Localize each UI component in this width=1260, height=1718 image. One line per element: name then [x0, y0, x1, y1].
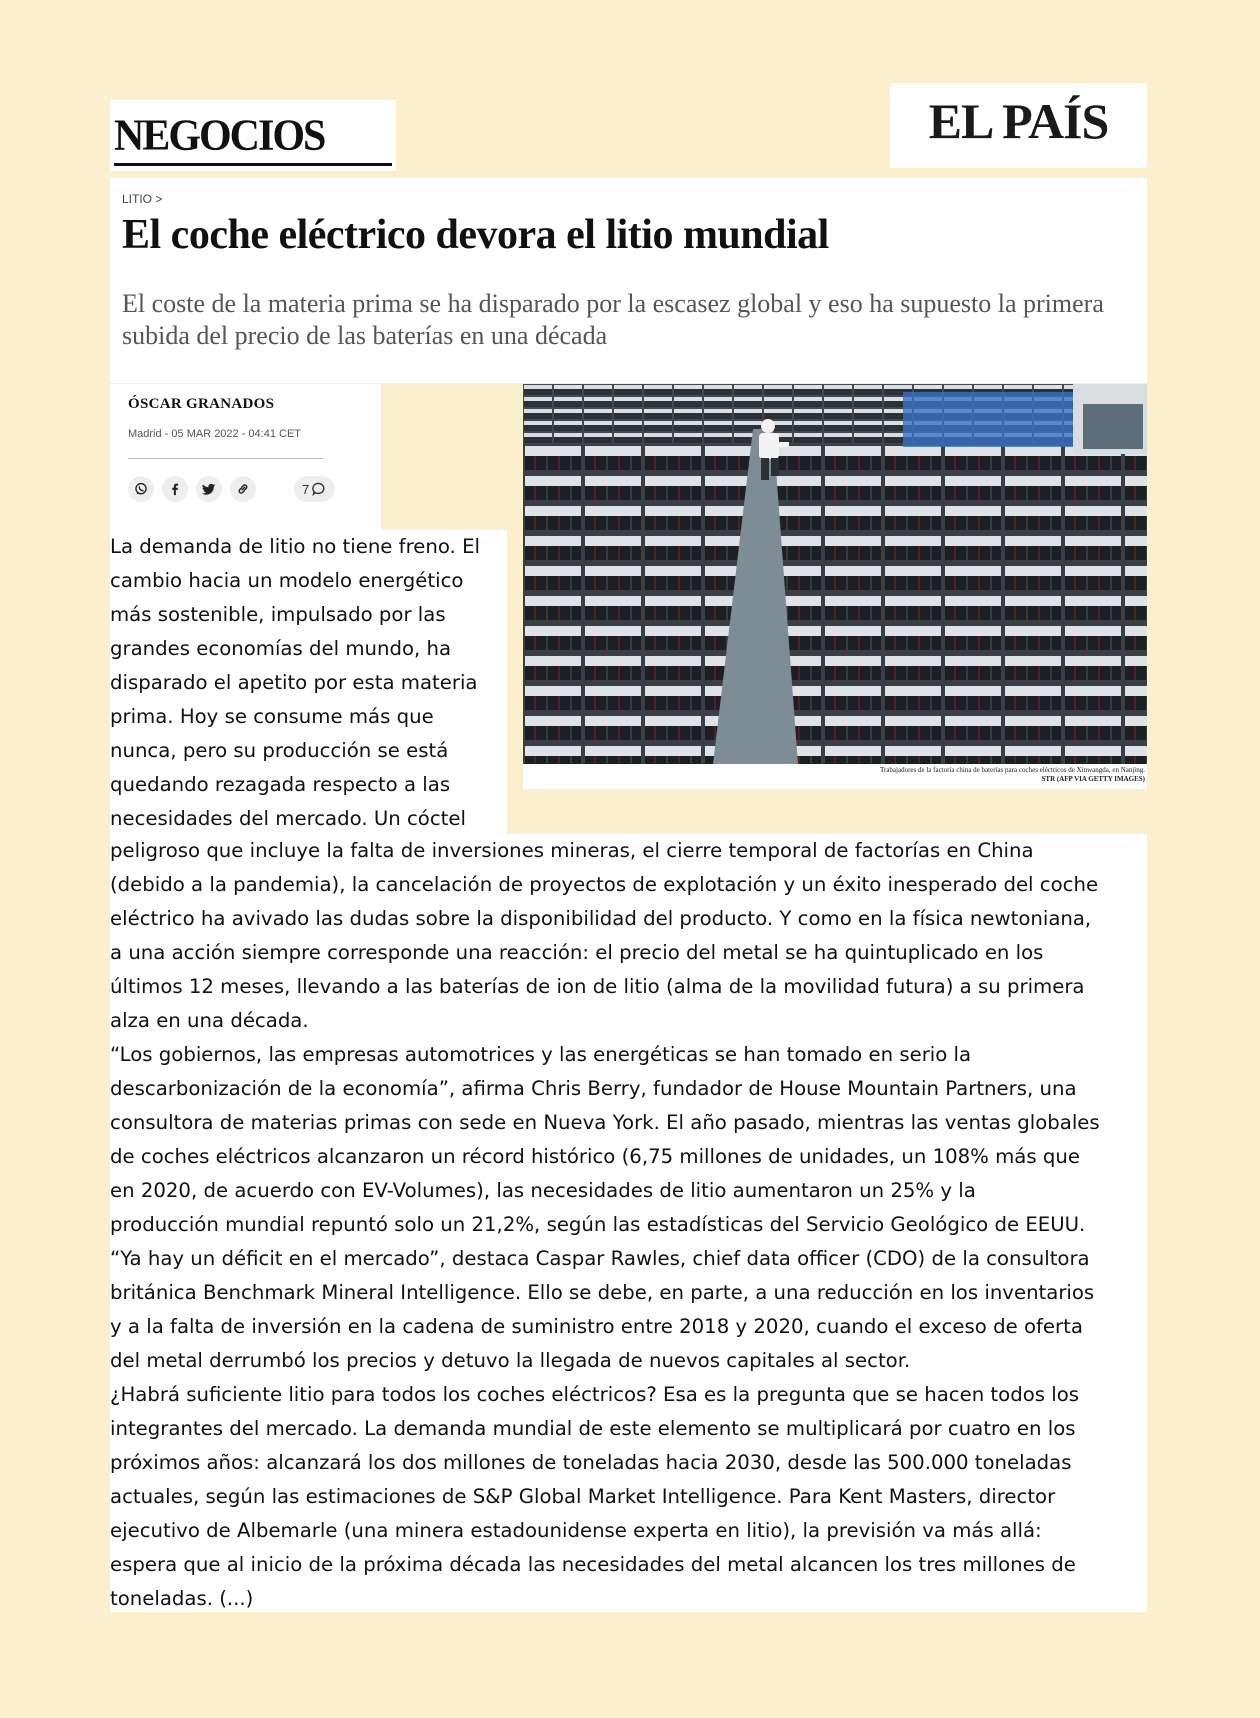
comments-button[interactable] [294, 476, 335, 502]
section-title: NEGOCIOS [114, 111, 325, 161]
byline-divider [128, 458, 323, 459]
copy-link-button[interactable] [230, 476, 256, 502]
photo-caption-text: Trabajadores de la factoría china de baterías para coches eléctricos de Xinwangda, en Nanjing. [879, 766, 1145, 774]
article-photo-figure [523, 384, 1147, 789]
article-header [110, 178, 1147, 383]
article-subheadline: El coste de la materia prima se ha disparado por la escasez global y eso ha supuesto la primera subida del precio de las baterías en una década [122, 289, 1104, 350]
body-paragraphs: peligroso que incluye la falta de inversiones mineras, el cierre temporal de factorías en China (debido a la pandemia), la cancelación de proyectos de explotación y un éxito inesperado del coche eléctrico ha avivado las dudas sobre la disponibilidad del producto. Y como en la física newtoniana, a una acción siempre corresponde una reacción: el precio del metal se ha quintuplicado en los últimos 12 meses, llevando a las baterías de ion de litio (alma de la movilidad futura) a su primera alza en una década. “Los gobiernos, las empresas automotrices y las energéticas se han tomado en serio la descarbonización de la economía”, afirma Chris Berry, fundador de House Mountain Partners, una consultora de materias primas con sede en Nueva York. El año pasado, mientras las ventas globales de coches eléctricos alcanzaron un récord histórico (6,75 millones de unidades, un 108% más que en 2020, de acuerdo con EV-Volumes), las necesidades de litio aumentaron un 25% y la producción mundial repuntó solo un 21,2%, según las estadísticas del Servicio Geológico de EEUU. “Ya hay un déficit en el mercado”, destaca Caspar Rawles, chief data officer (CDO) de la consultora británica Benchmark Mineral Intelligence. Ello se debe, en parte, a una reducción en los inventarios y a la falta de inversión en la cadena de suministro entre 2018 y 2020, cuando el exceso de oferta del metal derrumbó los precios y detuvo la llegada de nuevos capitales al sector. ¿Habrá suficiente litio para todos los coches eléctricos? Esa es la pregunta que se hacen todos los integrantes del mercado. La demanda mundial de este elemento se multiplicará por cuatro en los próximos años: alcanzará los dos millones de toneladas hacia 2030, desde las 500.000 toneladas actuales, según las estimaciones de S&P Global Market Intelligence. Para Kent Masters, director ejecutivo de Albemarle (una minera estadounidense experta en litio), la previsión va más allá: espera que al inicio de la próxima década las necesidades del metal alcancen los tres millones de toneladas. (...) [110, 839, 1100, 1610]
masthead [890, 83, 1147, 168]
breadcrumb[interactable]: LITIO > [122, 192, 163, 206]
share-twitter-button[interactable] [196, 476, 222, 502]
comments-count: 7 [302, 481, 310, 497]
section-underline [114, 163, 392, 166]
article-headline: El coche eléctrico devora el litio mundial [122, 212, 829, 258]
body-paragraph-intro: La demanda de litio no tiene freno. El cambio hacia un modelo energético más sostenible, impulsado por las grandes economías del mundo, ha disparado el apetito por esta materia prima. Hoy se consume más que nunca, pero su producción se está quedando rezagada respecto a las necesidades del mercado. Un cóctel [110, 535, 480, 830]
el-pais-logo: EL PAÍS [928, 93, 1109, 149]
whatsapp-icon [134, 482, 148, 496]
link-icon [236, 482, 250, 496]
comment-bubble-icon [311, 481, 327, 497]
article-body-intro [110, 530, 507, 834]
author-name[interactable]: ÓSCAR GRANADOS [128, 396, 275, 412]
article-body [110, 834, 1147, 1612]
section-header [110, 100, 396, 171]
share-facebook-button[interactable] [162, 476, 188, 502]
photo-credit: STR (AFP VIA GETTY IMAGES) [1041, 775, 1145, 783]
photo-caption [880, 766, 1145, 784]
dateline: Madrid - 05 MAR 2022 - 04:41 CET [128, 428, 302, 440]
share-whatsapp-button[interactable] [128, 476, 154, 502]
byline [110, 384, 381, 531]
battery-factory-photo[interactable] [523, 384, 1147, 764]
twitter-icon [202, 482, 216, 496]
facebook-icon [168, 482, 182, 496]
